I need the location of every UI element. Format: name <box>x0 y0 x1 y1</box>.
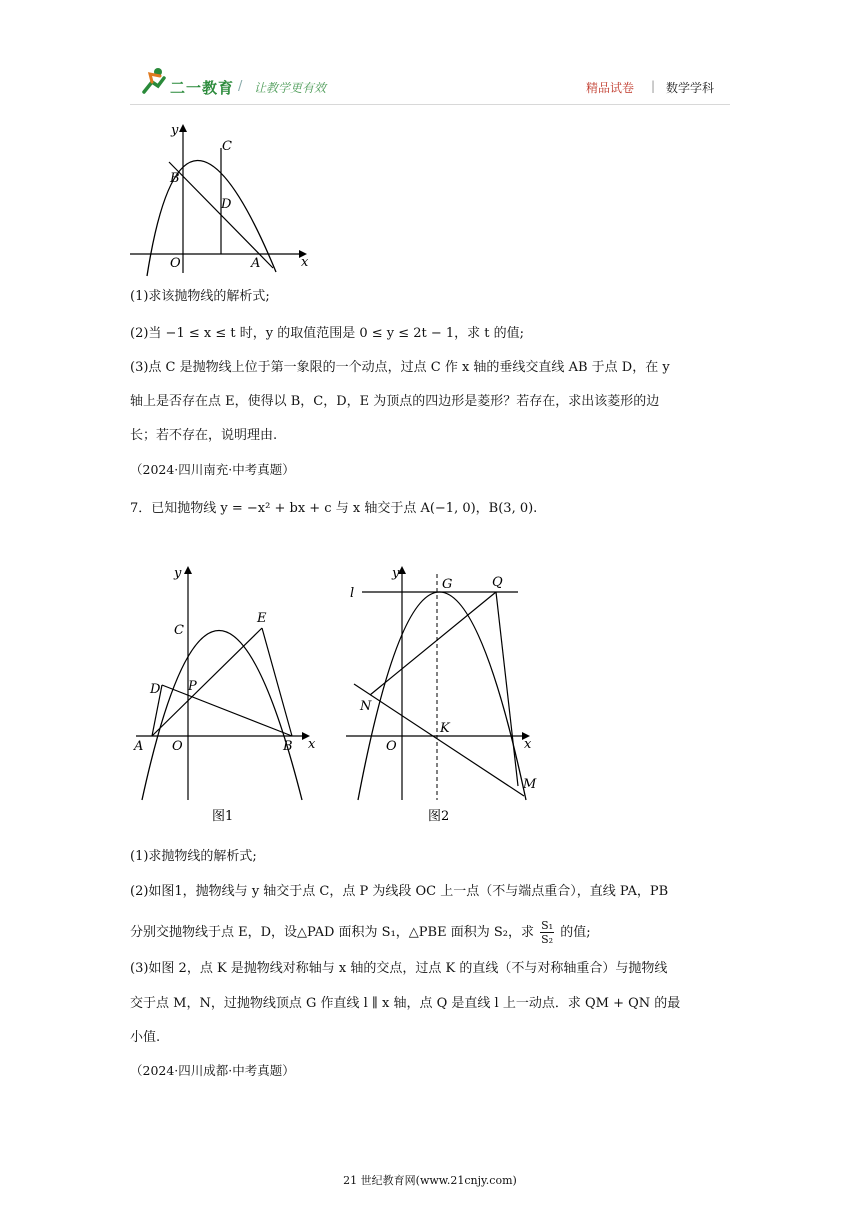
parabola-curve <box>358 592 526 800</box>
brand-slogan: 让教学更有效 <box>254 81 327 95</box>
segment-qm <box>496 592 518 786</box>
figure-1 <box>130 560 330 822</box>
label-b: B <box>283 739 293 754</box>
header-tag-premium: 精品试卷 <box>586 81 635 95</box>
q7-part2-line2-text: 分别交抛物线于点 E，D，设△PAD 面积为 S₁，△PBE 面积为 S₂，求 <box>130 925 534 940</box>
parabola-curve <box>142 631 302 801</box>
q7-part2-line2 <box>130 919 591 946</box>
label-o: O <box>170 256 181 271</box>
q7-part3-line3: 小值. <box>130 1030 161 1045</box>
q7-part1: (1)求抛物线的解析式; <box>130 849 257 864</box>
label-d: D <box>221 197 232 212</box>
label-x: x <box>524 737 532 752</box>
q7-part3-line1: (3)如图 2，点 K 是抛物线对称轴与 x 轴的交点，过点 K 的直线（不与对称轴重合）与抛物线 <box>130 961 668 976</box>
runner-logo-icon <box>138 66 170 96</box>
caption-fig1: 图1 <box>212 809 234 822</box>
label-k: K <box>440 721 450 736</box>
q6-part1: (1)求该抛物线的解析式; <box>130 289 270 304</box>
q6-source: （2024·四川南充·中考真题） <box>130 462 295 477</box>
y-axis-arrow-icon <box>179 124 187 132</box>
label-x: x <box>308 737 316 752</box>
header-tag-subject: 数学学科 <box>666 81 715 95</box>
fraction-denominator: S₂ <box>541 933 554 946</box>
label-n: N <box>360 699 372 714</box>
label-x: x <box>301 255 309 270</box>
label-o: O <box>172 739 183 754</box>
q7-source: （2024·四川成都·中考真题） <box>130 1063 295 1078</box>
label-e: E <box>257 611 267 626</box>
label-a: A <box>251 256 261 271</box>
header-separator: | <box>651 79 656 93</box>
q6-part3-line3: 长；若不存在，说明理由. <box>130 428 278 443</box>
label-m: M <box>523 777 537 792</box>
label-q: Q <box>492 575 503 590</box>
label-o: O <box>386 739 397 754</box>
label-g: G <box>442 577 453 592</box>
q7-part2-line1: (2)如图1，抛物线与 y 轴交于点 C，点 P 为线段 OC 上一点（不与端点重合），直线 PA，PB <box>130 884 669 899</box>
label-c: C <box>174 623 184 638</box>
label-y: y <box>392 566 400 581</box>
q7-part2-line2-end: 的值; <box>560 925 591 940</box>
fraction-numerator: S₁ <box>541 919 554 932</box>
q6-part3-line2: 轴上是否存在点 E，使得以 B，C，D，E 为顶点的四边形是菱形？若存在，求出该菱形的边 <box>130 394 660 409</box>
label-d: D <box>150 682 161 697</box>
page-footer: 21 世纪教育网(www.21cnjy.com) <box>343 1174 517 1187</box>
line-ae <box>152 628 262 736</box>
header-divider <box>130 104 730 105</box>
segment-qn <box>370 592 496 695</box>
brand-slash: / <box>238 79 243 94</box>
label-c: C <box>222 139 232 154</box>
fraction-s1-s2 <box>540 919 554 946</box>
figure-2 <box>340 560 550 822</box>
y-axis-arrow-icon <box>184 566 192 574</box>
label-a: A <box>134 739 144 754</box>
line-nkm <box>354 684 524 796</box>
label-l: l <box>350 586 355 601</box>
label-p: P <box>188 679 197 694</box>
segment-eb <box>262 628 292 736</box>
line-db <box>162 685 292 736</box>
label-b: B <box>170 171 180 186</box>
label-y: y <box>171 123 179 138</box>
q6-part2: (2)当 −1 ≤ x ≤ t 时，y 的取值范围是 0 ≤ y ≤ 2t − 1，求 t 的值; <box>130 326 525 341</box>
brand-name: 二一教育 <box>170 79 235 97</box>
figure-q6 <box>125 118 315 278</box>
q7-part3-line2: 交于点 M，N，过抛物线顶点 G 作直线 l ∥ x 轴，点 Q 是直线 l 上一动点．求 QM + QN 的最 <box>130 996 681 1011</box>
label-y: y <box>174 566 182 581</box>
q7-stem: 7．已知抛物线 y = −x² + bx + c 与 x 轴交于点 A(−1, 0)，B(3, 0). <box>130 501 538 516</box>
q6-part3-line1: (3)点 C 是抛物线上位于第一象限的一个动点，过点 C 作 x 轴的垂线交直线 AB 于点 D，在 y <box>130 360 670 375</box>
caption-fig2: 图2 <box>428 809 450 822</box>
